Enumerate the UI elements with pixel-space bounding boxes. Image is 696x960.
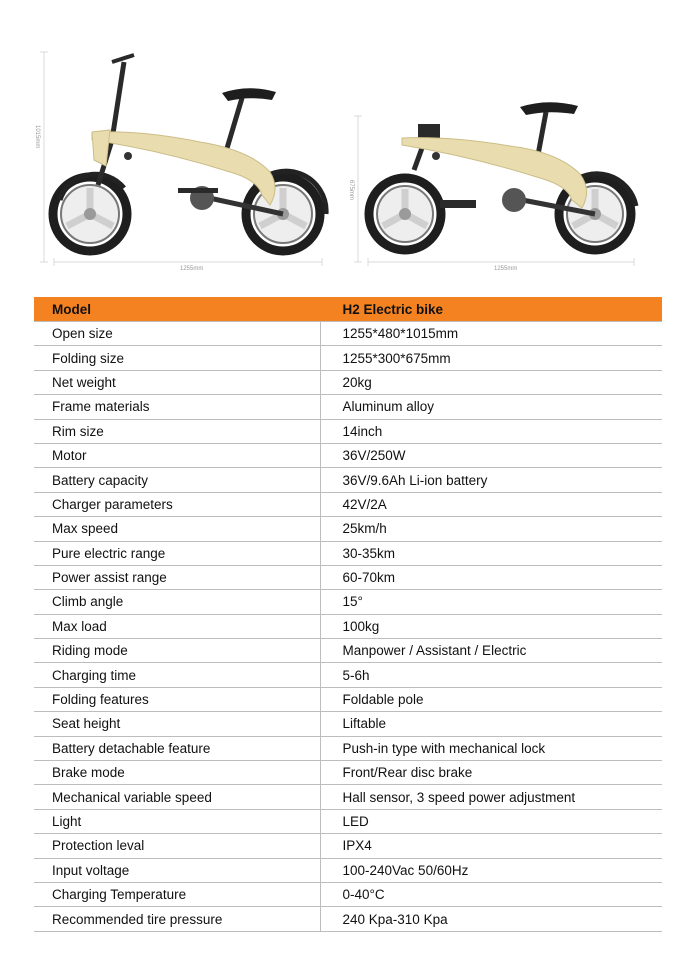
table-row: [34, 443, 662, 467]
spec-value: Push-in type with mechanical lock: [320, 736, 662, 760]
open-bike-image: [34, 52, 326, 272]
spec-value: 5-6h: [320, 663, 662, 687]
open-height-label: 1015mm: [34, 125, 40, 149]
spec-label: Open size: [34, 322, 320, 346]
spec-label: Folding features: [34, 687, 320, 711]
spec-value: 14inch: [320, 419, 662, 443]
spec-label: Brake mode: [34, 761, 320, 785]
spec-value: 20kg: [320, 370, 662, 394]
spec-value: 60-70km: [320, 565, 662, 589]
spec-value: Hall sensor, 3 speed power adjustment: [320, 785, 662, 809]
table-row: [34, 882, 662, 906]
spec-label: Max load: [34, 614, 320, 638]
table-row: [34, 614, 662, 638]
spec-label: Rim size: [34, 419, 320, 443]
spec-label: Frame materials: [34, 395, 320, 419]
spec-value: Aluminum alloy: [320, 395, 662, 419]
spec-value: 100kg: [320, 614, 662, 638]
spec-value: 1255*480*1015mm: [320, 322, 662, 346]
table-row: [34, 736, 662, 760]
bike-product-images: [0, 0, 696, 285]
table-row: [34, 761, 662, 785]
spec-value: Foldable pole: [320, 687, 662, 711]
spec-label: Power assist range: [34, 565, 320, 589]
table-row: [34, 858, 662, 882]
spec-value: Liftable: [320, 712, 662, 736]
table-row: [34, 517, 662, 541]
spec-value: IPX4: [320, 834, 662, 858]
spec-label: Protection leval: [34, 834, 320, 858]
table-row: [34, 639, 662, 663]
open-length-label: 1255mm: [180, 266, 204, 272]
spec-label: Charger parameters: [34, 492, 320, 516]
spec-value: 100-240Vac 50/60Hz: [320, 858, 662, 882]
table-header-row: [34, 297, 662, 322]
table-row: [34, 712, 662, 736]
table-row: [34, 419, 662, 443]
table-row: [34, 322, 662, 346]
spec-label: Charging Temperature: [34, 882, 320, 906]
header-value: H2 Electric bike: [320, 297, 662, 322]
spec-value: 0-40°C: [320, 882, 662, 906]
spec-label: Battery capacity: [34, 468, 320, 492]
table-row: [34, 687, 662, 711]
spec-label: Battery detachable feature: [34, 736, 320, 760]
table-row: [34, 663, 662, 687]
spec-value: Front/Rear disc brake: [320, 761, 662, 785]
table-row: [34, 346, 662, 370]
spec-value: 36V/9.6Ah Li-ion battery: [320, 468, 662, 492]
spec-label: Max speed: [34, 517, 320, 541]
folded-bike-image: [348, 102, 636, 272]
table-row: [34, 541, 662, 565]
table-row: [34, 370, 662, 394]
header-label: Model: [34, 297, 320, 322]
spec-label: Mechanical variable speed: [34, 785, 320, 809]
spec-label: Climb angle: [34, 590, 320, 614]
spec-label: Light: [34, 809, 320, 833]
spec-label: Input voltage: [34, 858, 320, 882]
table-row: [34, 785, 662, 809]
spec-value: 15°: [320, 590, 662, 614]
folded-length-label: 1255mm: [494, 266, 518, 272]
spec-label: Charging time: [34, 663, 320, 687]
spec-label: Pure electric range: [34, 541, 320, 565]
table-row: [34, 468, 662, 492]
spec-value: 36V/250W: [320, 443, 662, 467]
spec-label: Recommended tire pressure: [34, 907, 320, 931]
table-row: [34, 565, 662, 589]
table-row: [34, 590, 662, 614]
table-row: [34, 907, 662, 931]
spec-label: Riding mode: [34, 639, 320, 663]
spec-table: [34, 297, 662, 932]
spec-value: 42V/2A: [320, 492, 662, 516]
spec-value: 30-35km: [320, 541, 662, 565]
spec-label: Net weight: [34, 370, 320, 394]
spec-label: Folding size: [34, 346, 320, 370]
folded-height-label: 675mm: [348, 180, 354, 201]
table-row: [34, 395, 662, 419]
table-row: [34, 809, 662, 833]
spec-value: LED: [320, 809, 662, 833]
spec-value: Manpower / Assistant / Electric: [320, 639, 662, 663]
spec-label: Seat height: [34, 712, 320, 736]
spec-value: 240 Kpa-310 Kpa: [320, 907, 662, 931]
spec-value: 25km/h: [320, 517, 662, 541]
table-row: [34, 492, 662, 516]
table-row: [34, 834, 662, 858]
spec-label: Motor: [34, 443, 320, 467]
spec-value: 1255*300*675mm: [320, 346, 662, 370]
